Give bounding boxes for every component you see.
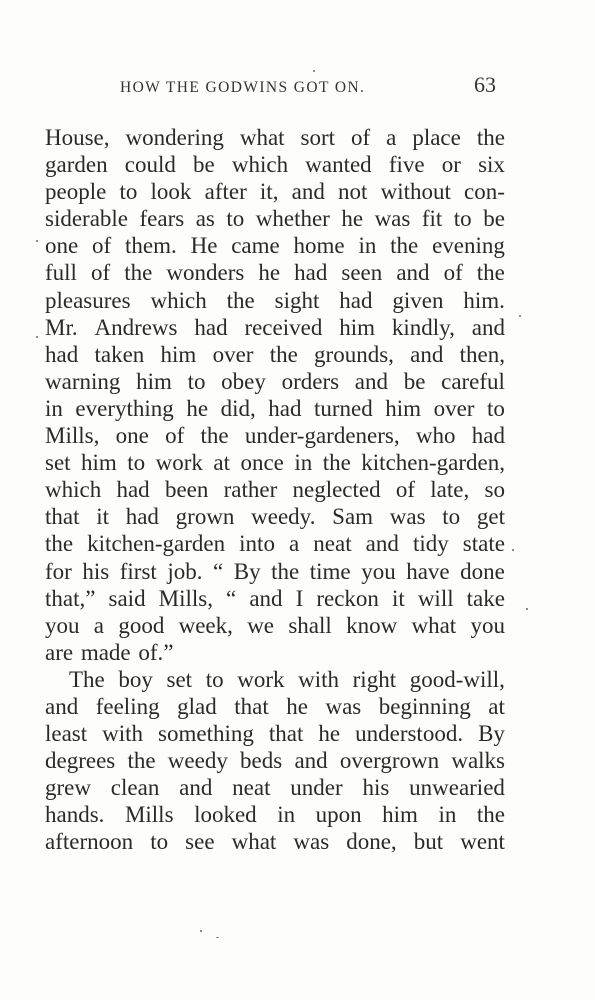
text-line: had taken him over the grounds, and then, (45, 341, 505, 367)
text-line: siderable fears as to whether he was fit to be (45, 206, 505, 232)
text-line: garden could be which wanted five or six (45, 152, 505, 178)
text-line: hands. Mills looked in upon him in the (45, 802, 505, 828)
text-line: least with something that he understood. By (45, 721, 505, 747)
text-line: which had been rather neglected of late, so (45, 477, 505, 503)
text-line: that it had grown weedy. Sam was to get (45, 504, 505, 530)
running-head: HOW THE GODWINS GOT ON. (120, 79, 366, 96)
text-line: that,” said Mills, “ and I reckon it will take (45, 585, 505, 611)
text-line: the kitchen-garden into a neat and tidy state (45, 531, 505, 557)
text-line: Mr. Andrews had received him kindly, and (45, 314, 505, 340)
text-line: set him to work at once in the kitchen-garden, (45, 450, 505, 476)
text-line: one of them. He came home in the evening (45, 233, 505, 259)
text-line: degrees the weedy beds and overgrown walks (45, 748, 505, 774)
text-line: in everything he did, had turned him over to (45, 395, 505, 421)
page-number: 63 (474, 72, 496, 97)
text-line: are made of.” (45, 639, 174, 665)
text-line: people to look after it, and not without con- (45, 179, 505, 205)
text-line: The boy set to work with right good-will, (69, 666, 505, 692)
text-line: House, wondering what sort of a place the (45, 125, 505, 150)
text-line: and feeling glad that he was beginning at (45, 693, 505, 719)
text-line: for his first job. “ By the time you have done (45, 558, 505, 584)
text-line: afternoon to see what was done, but went (45, 829, 505, 855)
text-line: full of the wonders he had seen and of the (45, 260, 505, 286)
text-line: Mills, one of the under-gardeners, who had (45, 423, 505, 449)
text-line: pleasures which the sight had given him. (45, 287, 505, 313)
text-line: you a good week, we shall know what you (45, 612, 505, 638)
text-line: warning him to obey orders and be careful (45, 368, 505, 394)
body-text (45, 124, 505, 856)
text-line: grew clean and neat under his unwearied (45, 775, 505, 801)
